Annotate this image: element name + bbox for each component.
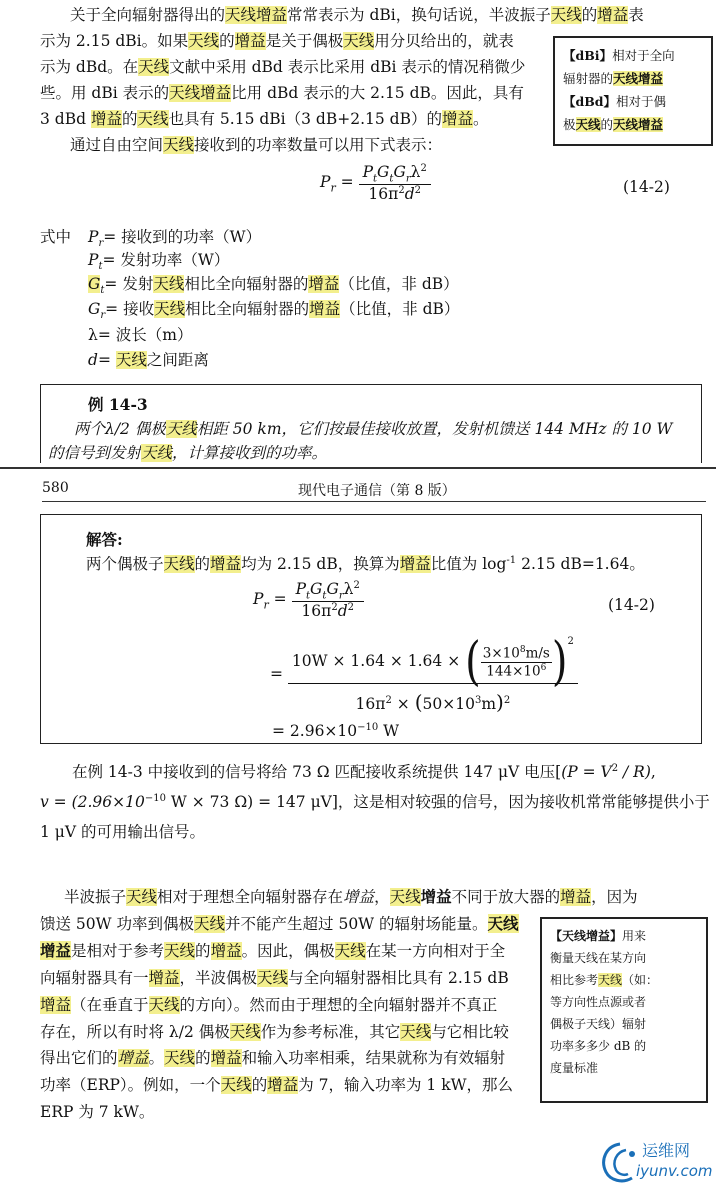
note-row: 相比参考天线（如：: [550, 973, 659, 987]
note-row: 偶极子天线）辐射: [550, 1017, 647, 1031]
note-row: 【天线增益】用来: [550, 929, 647, 943]
text-line: 功率（ERP）。例如，一个天线的增益为 7，输入功率为 1 kW，那么: [40, 1076, 514, 1094]
equation-number: (14-2): [608, 596, 655, 614]
solution-equation-step2: = 10W × 1.64 × 1.64 × ( $\frac{3\times 10^8m/s}{144\times 10^6}$ )$^2$ $16\pi^2 \times (50\times 10^3m)^2$: [270, 636, 578, 714]
equation-fraction: 10W × 1.64 × 1.64 × ( $\frac{3\times 10^8m/s}{144\times 10^6}$ )$^2$ $16\pi^2 \times (50\times 10^3m)^2$: [288, 636, 578, 714]
example-text-line: 的信号到发射天线，计算接收到的功率。: [48, 444, 328, 462]
text-line: 3 dBd 增益的天线也具有 5.15 dBi（3 dB+2.15 dB）的增益。: [40, 110, 489, 128]
note-row: 等方向性点源或者: [550, 995, 647, 1009]
text-line: $v = (2.96\times 10^{-10}$ W × 73 Ω) = 147 μV]，这是相对较强的信号，因为接收机常常能够提供小于: [40, 792, 710, 811]
page-number: 580: [42, 480, 69, 496]
text-line: 增益（在垂直于天线的方向）。然而由于理想的全向辐射器并不真正: [40, 996, 498, 1014]
example-text-line: 两个λ/2 偶极天线相距 50 km，它们按最佳接收放置，发射机馈送 144 MHz 的 10 W: [74, 420, 673, 438]
header-rule: [42, 501, 706, 502]
equation-number: (14-2): [623, 178, 670, 196]
text-line: 通过自由空间天线接收到的功率数量可以用下式表示：: [70, 136, 443, 154]
text-line: 示为 dBd。在天线文献中采用 dBd 表示比采用 dBi 表示的情况稍微少: [40, 58, 526, 76]
text-line: 在例 14-3 中接收到的信号将给 73 Ω 匹配接收系统提供 147 μV 电压[$(P = V^2 / R)$,: [72, 762, 656, 781]
definition-row: λ= 波长（m）: [88, 326, 193, 344]
text-line: 示为 2.15 dBi。如果天线的增益是关于偶极天线用分贝给出的，就表: [40, 32, 514, 50]
equation-14-2: $P_r$ = $\frac{P_tG_tG_r\lambda^2}{16\pi^2d^2}$: [320, 163, 431, 203]
solution-text-line: 两个偶极子天线的增益均为 2.15 dB，换算为增益比值为 $\log^{-1} 2.15$ dB=1.64。: [86, 554, 645, 573]
note-row: 辐射器的天线增益: [563, 71, 664, 86]
definition-row: d= 天线之间距离: [88, 351, 209, 369]
text-line: 1 μV 的可用输出信号。: [40, 823, 205, 841]
solution-result: = $2.96\times 10^{-10}$ W: [272, 722, 400, 741]
note-row: 【dBi】相对于全向: [563, 48, 675, 63]
solution-equation-step1: $P_r$ = $\frac{P_tG_tG_r\lambda^2}{16\pi^2d^2}$: [253, 580, 364, 620]
logo-name: 运维网: [642, 1141, 691, 1160]
text-line: 向辐射器具有一增益，半波偶极天线与全向辐射器相比具有 2.15 dB: [40, 969, 509, 987]
text-line: ERP 为 7 kW。: [40, 1103, 155, 1121]
text-line: 增益是相对于参考天线的增益。因此，偶极天线在某一方向相对于全: [40, 941, 506, 960]
page-divider: [0, 467, 716, 469]
text-line: 些。用 dBi 表示的天线增益比用 dBd 表示的大 2.15 dB。因此，具有: [40, 84, 524, 102]
text-line: 得出它们的增益。天线的增益和输入功率相乘，结果就称为有效辐射: [40, 1049, 506, 1067]
solution-title: 解答:: [86, 530, 123, 549]
note-row: 度量标准: [550, 1061, 599, 1075]
text-line: 馈送 50W 功率到偶极天线并不能产生超过 50W 的辐射场能量。天线: [40, 914, 519, 933]
equation-fraction: $\frac{P_tG_tG_r\lambda^2}{16\pi^2d^2}$: [292, 580, 364, 620]
definition-row: $G_r=$ 接收天线相比全向辐射器的增益（比值，非 dB）: [88, 300, 460, 322]
note-row: 【dBd】相对于偶: [563, 94, 667, 109]
text-line: 存在，所以有时将 λ/2 偶极天线作为参考标准，其它天线与它相比较: [40, 1023, 509, 1041]
definition-row: $P_r=$ 接收到的功率（W）: [88, 228, 262, 250]
note-row: 衡量天线在某方向: [550, 951, 647, 965]
definition-row: $G_t=$ 发射天线相比全向辐射器的增益（比值，非 dB）: [88, 275, 459, 297]
equation-fraction: $\frac{P_tG_tG_r\lambda^2}{16\pi^2d^2}$: [359, 163, 431, 203]
margin-note-dbi: [553, 36, 713, 146]
text-line: 半波振子天线相对于理想全向辐射器存在增益，天线增益不同于放大器的增益，因为: [64, 887, 638, 906]
example-title: 例 14-3: [88, 395, 148, 414]
defs-lead: 式中: [40, 228, 72, 246]
logo-url: iyunv.com: [636, 1162, 713, 1180]
running-header: 现代电子通信（第 8 版）: [298, 483, 456, 499]
watermark-logo: [596, 1136, 713, 1192]
note-row: 功率多多少 dB 的: [550, 1039, 647, 1053]
text-line: 关于全向辐射器得出的天线增益常常表示为 dBi，换句话说，半波振子天线的增益表: [70, 6, 644, 24]
margin-note-antenna-gain: [540, 917, 708, 1103]
definition-row: $P_t=$ 发射功率（W）: [88, 251, 230, 273]
note-row: 极天线的天线增益: [563, 117, 664, 132]
